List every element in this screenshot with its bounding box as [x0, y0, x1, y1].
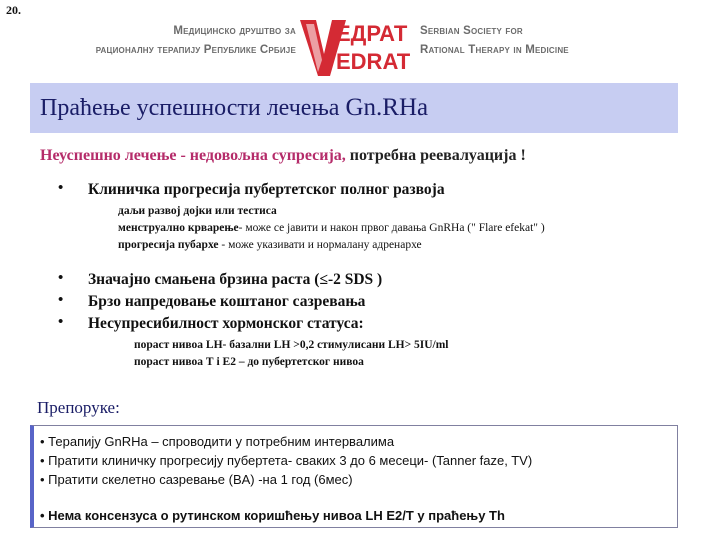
- bullet-growth-rate: Значајно смањена брзина раста (≤-2 SDS ): [88, 271, 383, 288]
- org-name-english-line2: Rational Therapy in Medicine: [420, 44, 569, 56]
- logo-bottom-text: EDRAT: [336, 49, 411, 74]
- detail-menstrual-bold: менструално крварење: [118, 222, 239, 234]
- subtitle: [40, 147, 526, 165]
- detail-pubarche-bold: прогресија пубархе: [118, 239, 219, 251]
- medrat-logo: [296, 14, 416, 80]
- bullet-dot: •: [58, 180, 64, 196]
- detail-menstrual: [118, 220, 545, 237]
- org-name-english-line1: Serbian Society for: [420, 25, 523, 37]
- subtitle-red-part: Неуспешно лечење - недовољна супресија,: [40, 147, 346, 164]
- bullet-hormone-status: Несупресибилност хормонског статуса:: [88, 315, 364, 332]
- org-name-serbian-line2: рационалну терапију Републике Србије: [95, 44, 296, 56]
- logo-top-text: ЕДРАТ: [336, 21, 408, 46]
- bullet-dot: •: [58, 270, 64, 286]
- recommendations-box: [30, 425, 678, 528]
- bullet-dot: •: [58, 292, 64, 308]
- hormone-detail-lh: пораст нивоа LH- базални LH >0,2 стимулисани LH> 5IU/ml: [134, 339, 449, 351]
- recommendation-item: • Пратити клиничку прогресију пубертета- сваких 3 до 6 месеци- (Tanner faze, TV): [40, 453, 533, 468]
- slide-title-drug: Gn.RHa: [345, 94, 429, 121]
- recommendation-item: • Терапију GnRHa – спроводити у потребним интервалима: [40, 434, 395, 449]
- bullet-clinical-progression: Клиничка прогресија пубертетског полног развоја: [88, 181, 445, 198]
- detail-pubarche: [118, 237, 422, 254]
- org-name-serbian-line1: Медицинско друштво за: [173, 25, 296, 37]
- org-name-english: [420, 22, 630, 60]
- recommendation-note: • Нема консензуса о рутинском коришћењу нивоа LH E2/T у праћењу Th: [40, 508, 505, 523]
- detail-menstrual-normal: - може се јавити и након првог давања GnRHa (" Flare efekat" ): [238, 222, 545, 234]
- detail-pubarche-normal: - може указивати и нормалану адренархе: [218, 239, 422, 251]
- detail-breast-testes: [118, 203, 277, 220]
- org-name-serbian: [70, 22, 296, 60]
- slide-title: [40, 94, 428, 122]
- bullet-dot: •: [58, 314, 64, 330]
- detail-breast-testes-text: даљи развој дојки или тестиса: [118, 205, 277, 217]
- recommendation-item: • Пратити скелетно сазревање (BA) -на 1 год (6мес): [40, 472, 353, 487]
- hormone-detail-t-e2: пораст нивоа Т i E2 – до пубертетског нивоа: [134, 356, 364, 368]
- recommendations-heading: Препоруке:: [37, 398, 120, 417]
- subtitle-rest: потребна реевалуација !: [345, 147, 526, 164]
- bullet-bone-maturation: Брзо напредовање коштаног сазревања: [88, 293, 366, 310]
- slide-number: 20.: [6, 3, 21, 17]
- slide-title-main: Праћење успешности лечења: [40, 95, 340, 121]
